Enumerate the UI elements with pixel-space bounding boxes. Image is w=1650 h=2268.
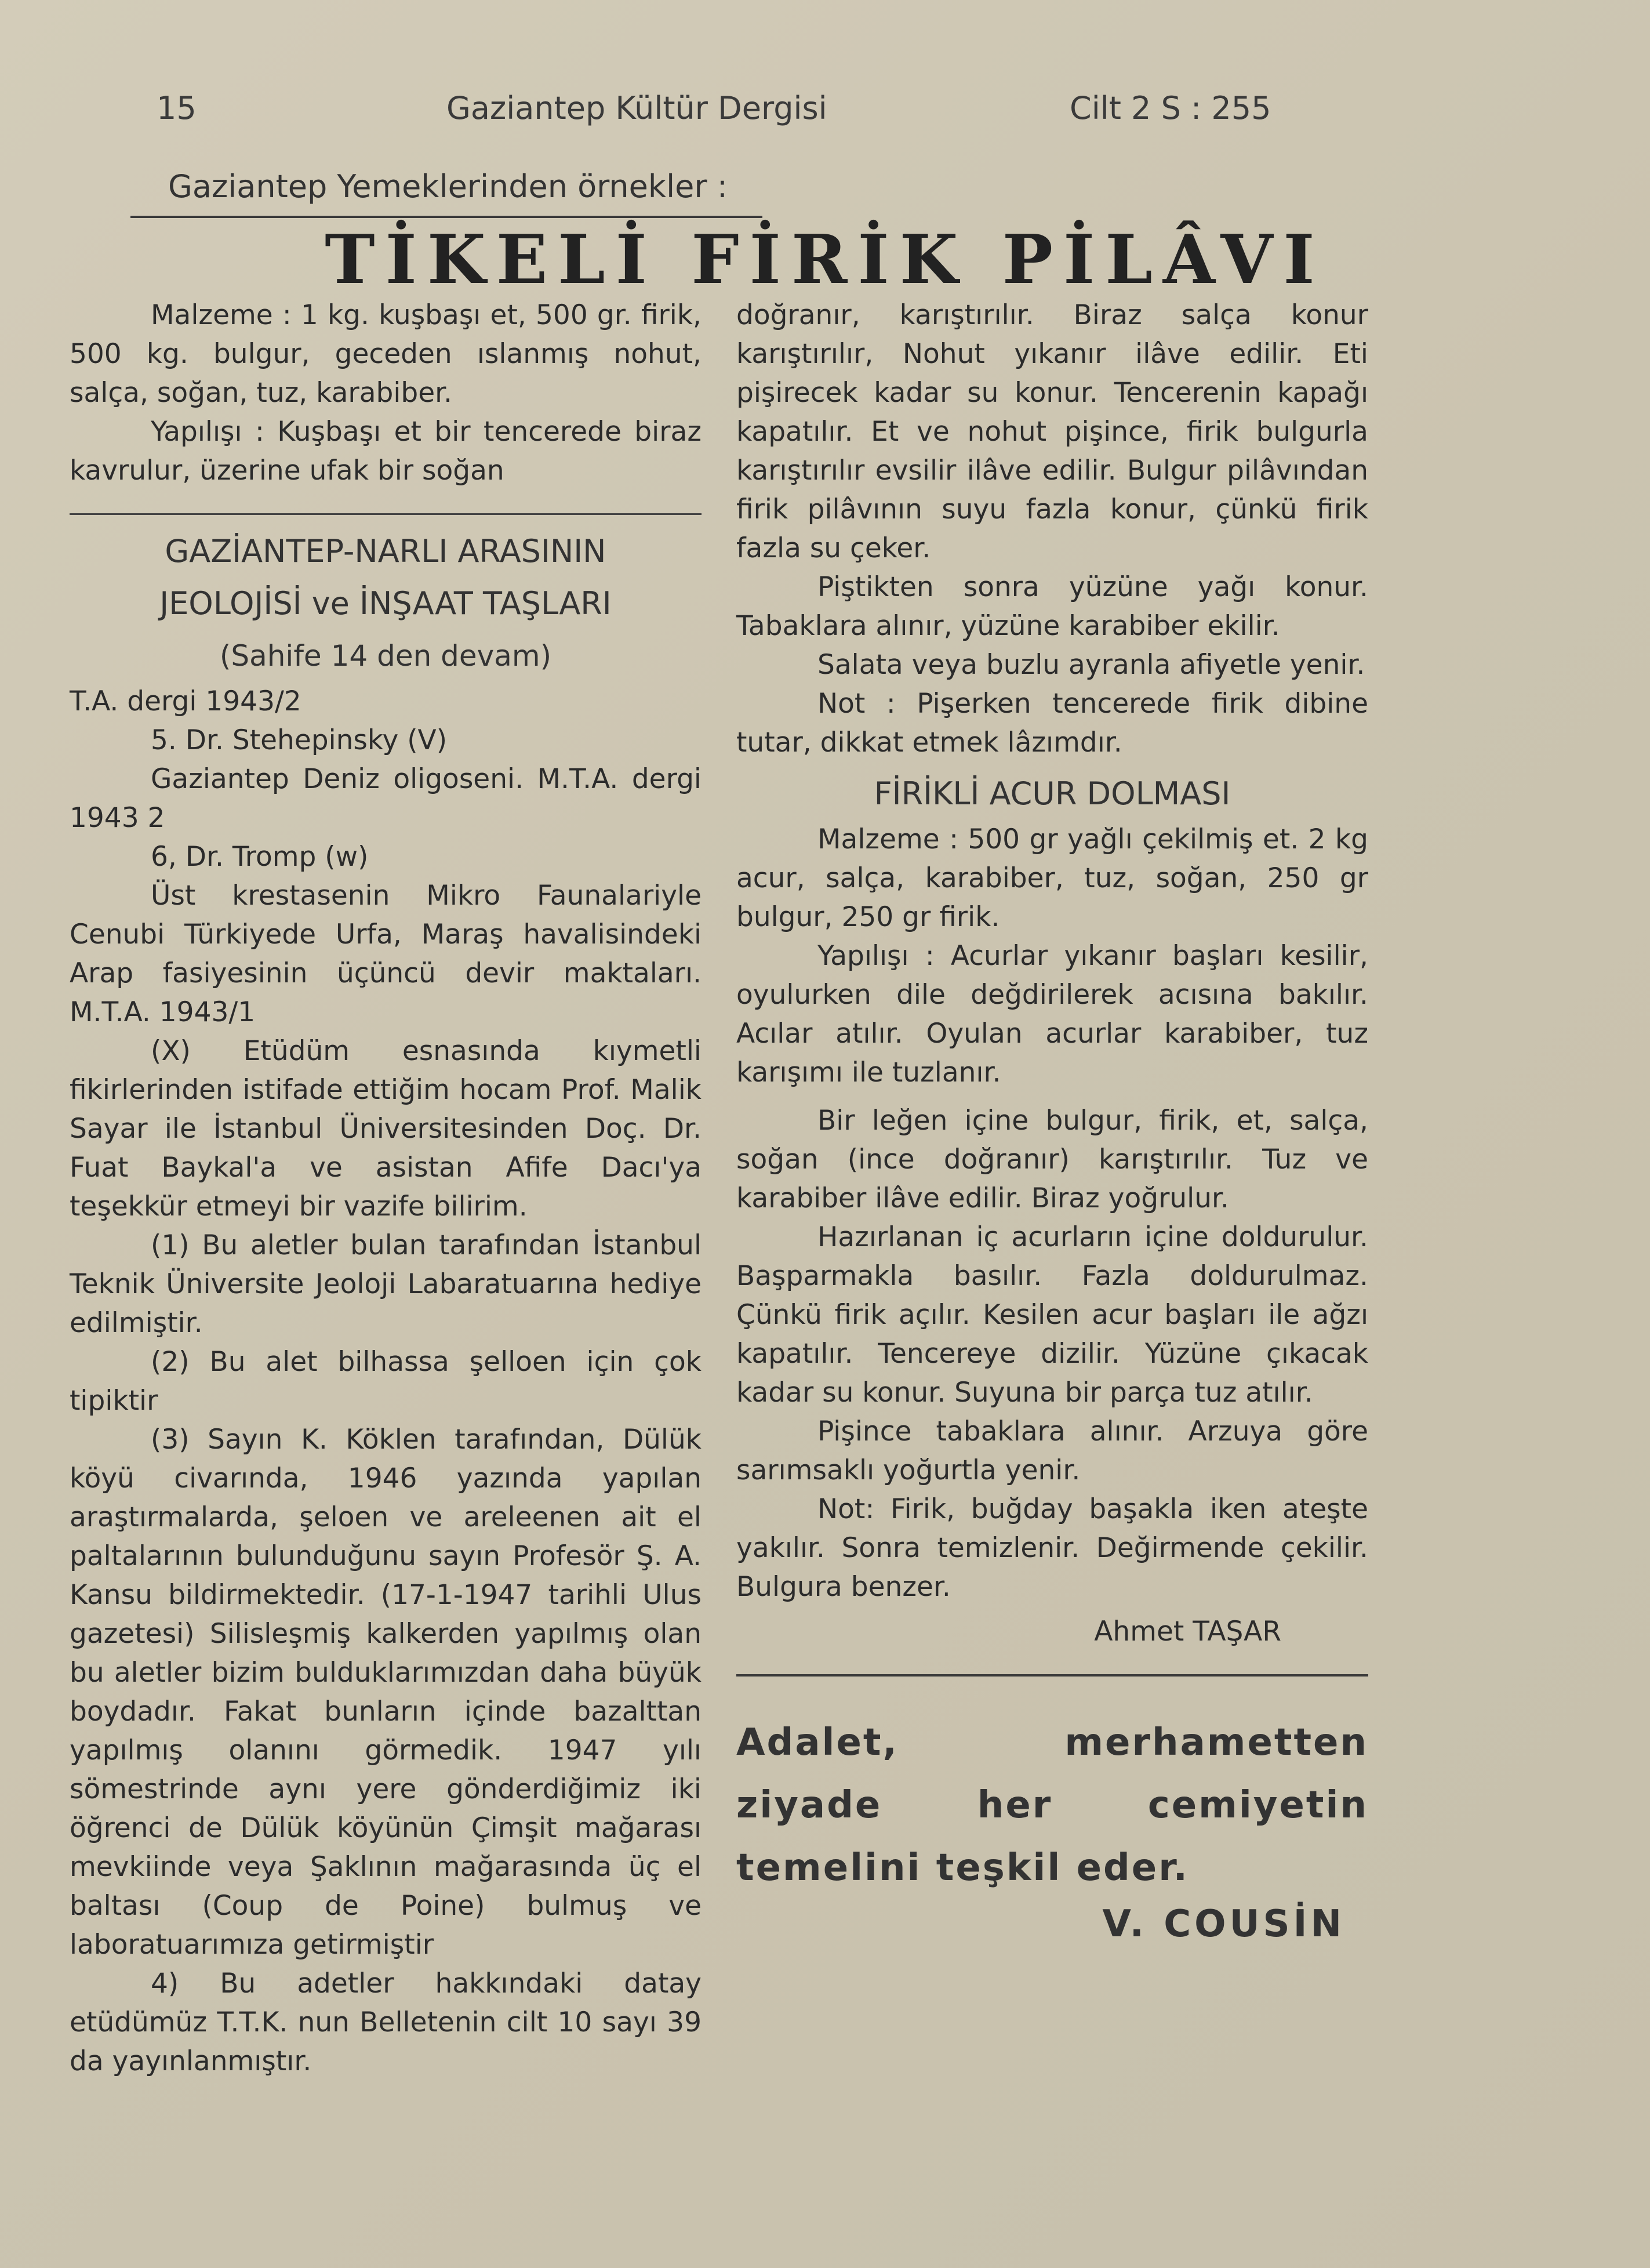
recipe-step: Piştikten sonra yüzüne yağı konur. Tabaklara alınır, yüzüne karabiber ekilir.	[736, 571, 1368, 642]
recipe2-step: Bir leğen içine bulgur, firik, et, salça, soğan (ince doğranır) karıştırılır. Tuz ve karabiber ilâve edilir. Biraz yoğrulur.	[736, 1105, 1368, 1214]
recipe2-ingredients: Malzeme : 500 gr yağlı çekilmiş et. 2 kg acur, salça, karabiber, tuz, soğan, 250 gr bulgur, 250 gr firik.	[736, 823, 1368, 933]
section-divider	[70, 513, 702, 515]
section-kicker: Gaziantep Yemeklerinden örnekler :	[168, 168, 728, 205]
right-column	[736, 296, 1368, 1944]
reference-line: 5. Dr. Stehepinsky (V)	[151, 724, 448, 756]
recipe2-note: Not: Firik, buğday başakla iken ateşte yakılır. Sonra temizlenir. Değirmende çekilir. Bulgura benzer.	[736, 1493, 1368, 1603]
recipe2-step: Pişince tabaklara alınır. Arzuya göre sarımsaklı yoğurtla yenir.	[736, 1416, 1368, 1486]
article-continuation-note: (Sahife 14 den devam)	[219, 639, 552, 673]
recipe2-step: Yapılışı : Acurlar yıkanır başları kesilir, oyulurken dile değdirilerek acısına bakılır. Acılar atılır. Oyulan acurlar karabiber, tuz karışımı ile tuzlanır.	[736, 940, 1368, 1088]
recipe-method-continued: doğranır, karıştırılır. Biraz salça konur karıştırılır, Nohut yıkanır ilâve edilir. Eti pişirecek kadar su konur. Tencerenin kapağı kapatılır. Et ve nohut pişince, firik bulgurla karıştırılır evsilir ilâve edilir. Bulgur pilâvından firik pilâvının suyu fazla konur, çünkü firik fazla su çeker.	[736, 299, 1368, 564]
article-title-line-1: GAZİANTEP-NARLI ARASININ	[165, 533, 606, 569]
footnote: 4) Bu adetler hakkındaki datay etüdümüz T.T.K. nun Belletenin cilt 10 sayı 39 da yayınlanmıştır.	[70, 1968, 702, 2077]
recipe-note: Not : Pişerken tencerede firik dibine tutar, dikkat etmek lâzımdır.	[736, 688, 1368, 759]
reference-line: T.A. dergi 1943/2	[70, 685, 301, 717]
footnote: (X) Etüdüm esnasında kıymetli fikirlerinden istifade ettiğim hocam Prof. Malik Sayar ile İstanbul Üniversitesinden Doç. Dr. Fuat Baykal'a ve asistan Afife Dacı'ya teşekkür etmeyi bir vazife bilirim.	[70, 1035, 702, 1222]
recipe2-step: Hazırlanan iç acurların içine doldurulur. Başparmakla basılır. Fazla doldurulmaz. Çünkü firik açılır. Kesilen acur başları ile ağzı kapatılır. Tencereye dizilir. Yüzüne çıkacak kadar su konur. Suyuna bir parça tuz atılır.	[736, 1221, 1368, 1409]
quote-author: V. COUSİN	[1102, 1903, 1345, 1946]
recipe-title: TİKELİ FİRİK PİLÂVI	[325, 220, 1325, 299]
footnote: (1) Bu aletler bulan tarafından İstanbul Teknik Üniversite Jeoloji Labaratuarına hediye edilmiştir.	[70, 1229, 702, 1339]
volume-info: Cilt 2 S : 255	[1070, 90, 1271, 126]
reference-line: Üst krestasenin Mikro Faunalariyle Cenubi Türkiyede Urfa, Maraş havalisindeki Arap fasiyesinin üçüncü devir maktaları. M.T.A. 1943/1	[70, 880, 702, 1028]
recipe-step: Salata veya buzlu ayranla afiyetle yenir.	[817, 649, 1365, 681]
recipe-method: Yapılışı : Kuşbaşı et bir tencerede biraz kavrulur, üzerine ufak bir soğan	[70, 416, 702, 487]
page-number: 15	[157, 90, 197, 126]
quote-divider	[736, 1674, 1368, 1676]
recipe2-title: FİRİKLİ ACUR DOLMASI	[874, 775, 1231, 812]
article-title-line-2: JEOLOJİSİ ve İNŞAAT TAŞLARI	[159, 585, 612, 622]
recipe-ingredients: Malzeme : 1 kg. kuşbaşı et, 500 gr. firik, 500 kg. bulgur, geceden ıslanmış nohut, salça, soğan, tuz, karabiber.	[70, 299, 702, 409]
footnote: (3) Sayın K. Köklen tarafından, Dülük köyü civarında, 1946 yazında yapılan araştırmalarda, şeloen ve areleenen ait el paltalarının bulunduğunu sayın Profesör Ş. A. Kansu bildirmektedir. (17-1-1947 tarihli Ulus gazetesi) Silisleşmiş kalkerden yapılmış olan bu aletler bizim bulduklarımızdan daha büyük boydadır. Fakat bunların içinde bazalttan yapılmış olanını görmedik. 1947 yılı sömestrinde aynı yere gönderdiğimiz iki öğrenci de Dülük köyünün Çimşit mağarası mevkiinde veya Şaklının mağarasında üç el baltası (Coup de Poine) bulmuş ve laboratuarımıza getirmiştir	[70, 1424, 702, 1961]
author-signature: Ahmet TAŞAR	[1094, 1616, 1281, 1648]
kicker-underline	[130, 216, 762, 218]
left-column	[70, 296, 702, 2081]
footnote: (2) Bu alet bilhassa şelloen için çok tipiktir	[70, 1346, 702, 1417]
reference-line: 6, Dr. Tromp (w)	[151, 841, 369, 873]
reference-line: Gaziantep Deniz oligoseni. M.T.A. dergi 1943 2	[70, 763, 702, 834]
quote-text: Adalet, merhametten ziyade her cemiyetin temelini teşkil eder.	[736, 1721, 1368, 1889]
journal-title: Gaziantep Kültür Dergisi	[446, 90, 827, 126]
